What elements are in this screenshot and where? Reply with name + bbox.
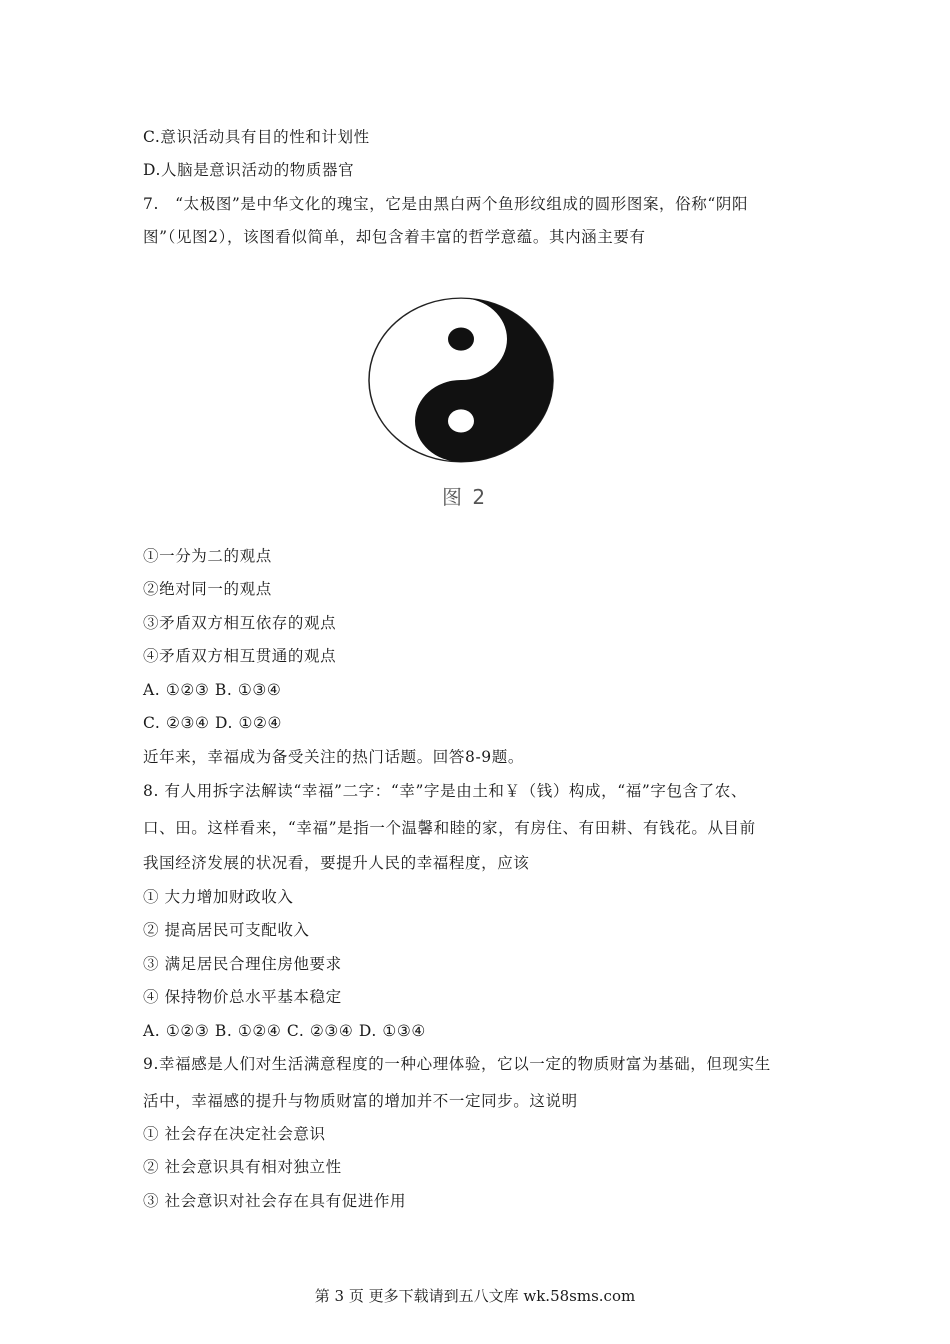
q9-item-3: ③ 社会意识对社会存在具有促进作用 [143, 1192, 407, 1210]
q7-item-3: ③矛盾双方相互依存的观点 [143, 614, 337, 632]
q9-item-1: ① 社会存在决定社会意识 [143, 1125, 326, 1143]
q7-choices-2: C. ②③④ D. ①②④ [143, 714, 282, 732]
q9-item-2: ② 社会意识具有相对独立性 [143, 1158, 342, 1176]
q7-stem-line1: 7. “太极图”是中华文化的瑰宝，它是由黑白两个鱼形纹组成的圆形图案，俗称“阴阳 [143, 195, 749, 213]
q7-choices-1: A. ①②③ B. ①③④ [143, 681, 282, 699]
q7-item-4: ④矛盾双方相互贯通的观点 [143, 647, 337, 665]
q6-option-d: D.人脑是意识活动的物质器官 [143, 161, 355, 179]
q8-item-3: ③ 满足居民合理住房他要求 [143, 955, 342, 973]
q7-item-1: ①一分为二的观点 [143, 547, 272, 565]
q8-stem-line3: 我国经济发展的状况看，要提升人民的幸福程度，应该 [143, 854, 530, 872]
page-footer: 第 3 页 更多下载请到五八文库 wk.58sms.com [314, 1287, 636, 1305]
q8-item-1: ① 大力增加财政收入 [143, 888, 294, 906]
q7-item-2: ②绝对同一的观点 [143, 580, 272, 598]
figure-caption: 图 2 [442, 485, 488, 509]
intro-8-9: 近年来，幸福成为备受关注的热门话题。回答8-9题。 [143, 748, 524, 766]
q8-stem-line2: 口、田。这样看来，“幸福”是指一个温馨和睦的家，有房住、有田耕、有钱花。从目前 [143, 819, 756, 837]
q9-stem-line2: 活中，幸福感的提升与物质财富的增加并不一定同步。这说明 [143, 1092, 578, 1110]
q7-stem-line2: 图”（见图2），该图看似简单，却包含着丰富的哲学意蕴。其内涵主要有 [143, 228, 646, 246]
q6-option-c: C.意识活动具有目的性和计划性 [143, 128, 370, 146]
q9-stem-line1: 9.幸福感是人们对生活满意程度的一种心理体验，它以一定的物质财富为基础，但现实生 [143, 1055, 771, 1073]
yin-yang-icon [366, 296, 556, 464]
yin-yang-figure [366, 296, 556, 464]
q8-stem-line1: 8. 有人用拆字法解读“幸福”二字：“幸”字是由土和￥（钱）构成，“福”字包含了农、 [143, 782, 747, 800]
q8-choices: A. ①②③ B. ①②④ C. ②③④ D. ①③④ [143, 1022, 426, 1040]
q8-item-4: ④ 保持物价总水平基本稳定 [143, 988, 342, 1006]
q8-item-2: ② 提高居民可支配收入 [143, 921, 310, 939]
